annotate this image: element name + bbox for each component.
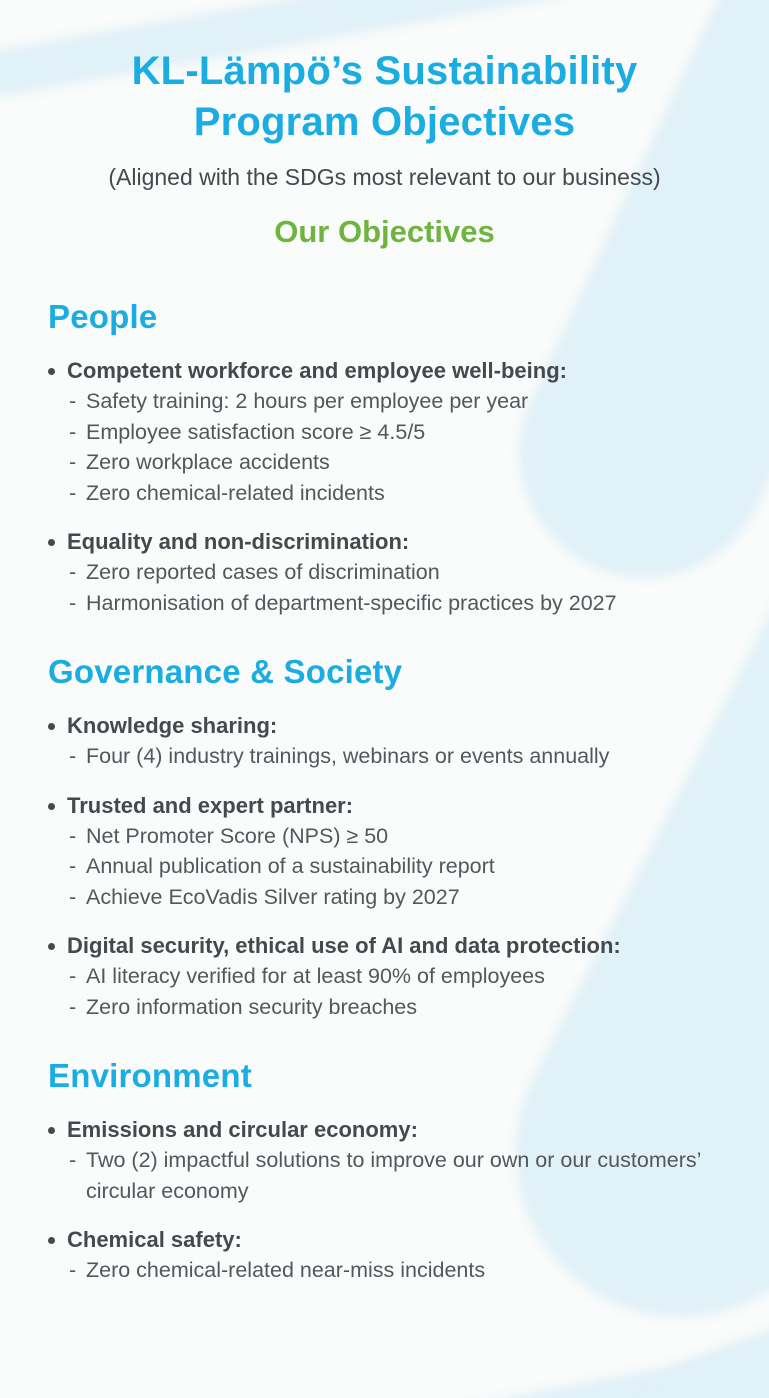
bullet-dot-icon — [48, 803, 55, 810]
bullet-icon — [48, 356, 67, 375]
bullet-icon — [48, 1225, 67, 1244]
objectives-sections — [0, 297, 769, 1286]
bullet-icon — [48, 791, 67, 810]
objective-group-label: Trusted and expert partner: — [67, 792, 354, 818]
objective-item-text: Zero reported cases of discrimination — [86, 560, 440, 584]
dash-icon: - — [69, 1258, 77, 1282]
dash-icon: - — [69, 450, 77, 474]
objective-item — [48, 821, 729, 852]
dash-icon: - — [69, 744, 77, 768]
bullet-dot-icon — [48, 723, 55, 730]
objective-group-head — [48, 711, 729, 741]
objective-group — [48, 356, 729, 508]
objective-group — [48, 1225, 729, 1286]
page-subtitle: (Aligned with the SDGs most relevant to our business) — [108, 164, 661, 190]
dash-icon: - — [69, 590, 77, 615]
bullet-icon — [48, 1115, 67, 1134]
objective-group-head — [48, 356, 729, 386]
dash-icon: - — [69, 389, 77, 413]
objective-group-head — [48, 1225, 729, 1255]
page-title-line1: KL-Lämpö’s Sustainability — [131, 49, 638, 93]
objective-item — [48, 992, 729, 1023]
objective-item — [48, 1145, 729, 1206]
objective-group-head — [48, 1115, 729, 1145]
objective-item — [48, 851, 729, 882]
objective-item-text: Safety training: 2 hours per employee per year — [86, 389, 529, 413]
page-title-line2: Program Objectives — [193, 100, 576, 144]
objective-group — [48, 527, 729, 618]
objective-group-label: Digital security, ethical use of AI and data protection: — [67, 933, 621, 958]
dash-icon: - — [69, 480, 77, 505]
section-heading: Environment — [48, 1057, 252, 1094]
page-title — [0, 0, 769, 148]
section-environment — [48, 1056, 729, 1286]
bullet-dot-icon — [48, 1127, 55, 1134]
objective-item — [48, 417, 729, 448]
objective-group — [48, 711, 729, 772]
section-people — [48, 297, 729, 618]
dash-icon: - — [69, 560, 77, 584]
objective-item — [48, 557, 729, 588]
objective-item-text: Zero information security breaches — [86, 994, 418, 1019]
objective-item — [48, 882, 729, 913]
objective-group-label: Competent workforce and employee well-being: — [67, 358, 567, 383]
dash-icon: - — [69, 854, 77, 878]
dash-icon: - — [69, 994, 77, 1019]
objective-group-head — [48, 527, 729, 557]
objective-group — [48, 931, 729, 1022]
section-governance-society — [48, 652, 729, 1022]
objective-item — [48, 386, 729, 417]
objective-item — [48, 447, 729, 478]
bullet-icon — [48, 711, 67, 730]
objective-item-text: Achieve EcoVadis Silver rating by 2027 — [86, 884, 460, 909]
objective-item-text: Zero chemical-related near-miss incidents — [86, 1258, 486, 1282]
objective-group-label: Chemical safety: — [67, 1227, 242, 1252]
objective-item-text: Zero workplace accidents — [86, 450, 330, 474]
objectives-heading: Our Objectives — [274, 214, 495, 249]
objective-item-text: AI literacy verified for at least 90% of employees — [86, 964, 545, 988]
objective-group-label: Knowledge sharing: — [67, 713, 278, 738]
section-heading: Governance & Society — [48, 653, 403, 690]
objective-group — [48, 791, 729, 913]
objective-item — [48, 741, 729, 772]
bullet-dot-icon — [48, 539, 55, 546]
bullet-icon — [48, 527, 67, 546]
objective-item-text: Employee satisfaction score ≥ 4.5/5 — [86, 419, 426, 444]
objective-group-label: Emissions and circular economy: — [67, 1117, 418, 1142]
objective-item-text: Net Promoter Score (NPS) ≥ 50 — [86, 823, 389, 848]
bullet-dot-icon — [48, 368, 55, 375]
objective-item-text: Zero chemical-related incidents — [86, 480, 385, 505]
objective-group-head — [48, 791, 729, 821]
dash-icon: - — [69, 884, 77, 909]
objective-item — [48, 588, 729, 619]
dash-icon: - — [69, 823, 77, 848]
objective-item-text: Harmonisation of department-specific practices by 2027 — [86, 590, 617, 615]
objective-item-text: Two (2) impactful solutions to improve our own or our customers’ circular economy — [86, 1148, 701, 1203]
objective-group-label: Equality and non-discrimination: — [67, 529, 410, 554]
objective-item — [48, 961, 729, 992]
objective-group-head — [48, 931, 729, 961]
dash-icon: - — [69, 964, 77, 988]
dash-icon: - — [69, 1148, 77, 1172]
bullet-dot-icon — [48, 943, 55, 950]
objective-item — [48, 478, 729, 509]
objective-item-text: Four (4) industry trainings, webinars or events annually — [86, 744, 610, 768]
dash-icon: - — [69, 419, 77, 444]
objective-group — [48, 1115, 729, 1206]
objective-item — [48, 1255, 729, 1286]
bullet-icon — [48, 931, 67, 950]
section-heading: People — [48, 298, 158, 335]
objective-item-text: Annual publication of a sustainability report — [86, 854, 495, 878]
bullet-dot-icon — [48, 1237, 55, 1244]
